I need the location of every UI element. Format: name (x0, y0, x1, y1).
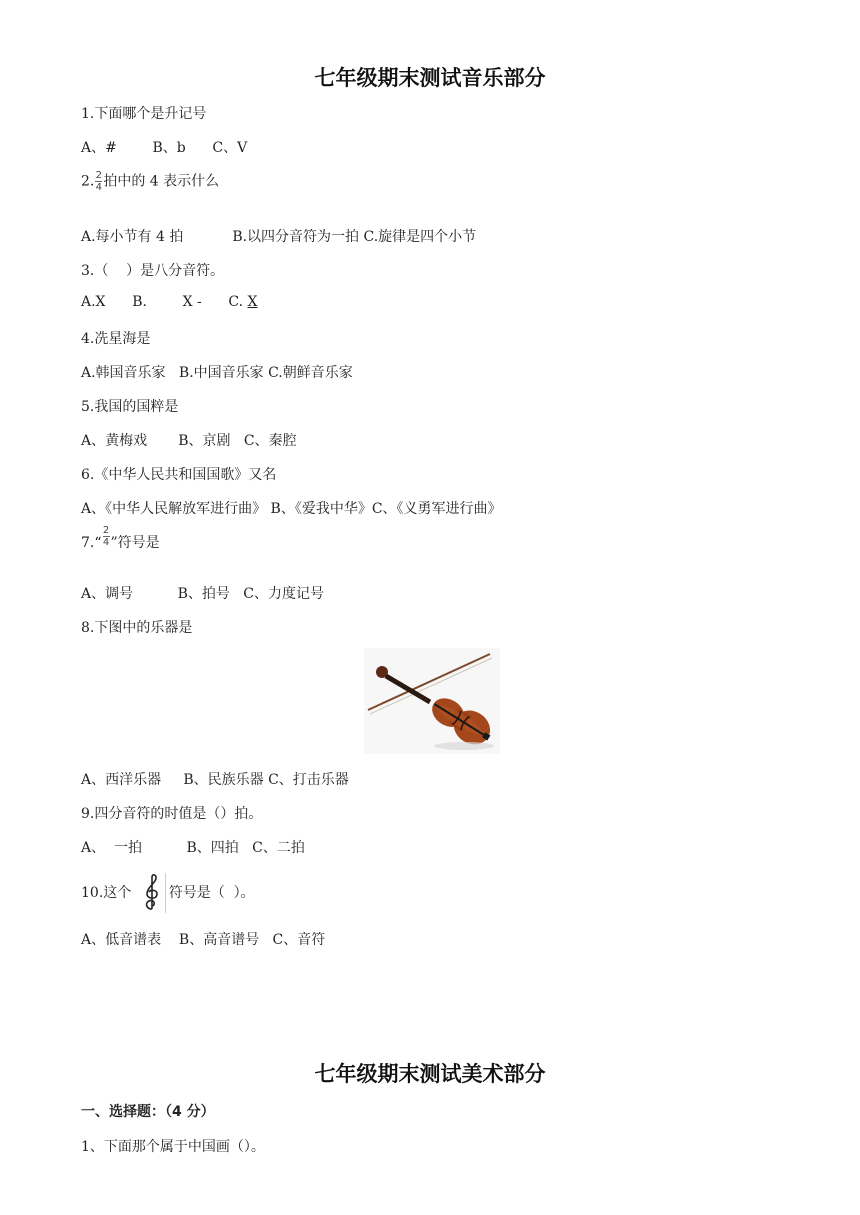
question-2-text: 拍中的 4 表示什么 (103, 173, 220, 190)
question-7: 7.“ $\frac{2}{4}$ ”符号是 (81, 524, 160, 551)
eighth-note-option: X (247, 294, 258, 310)
question-2 (81, 170, 219, 193)
question-2-number: 2. (81, 173, 95, 190)
question-7-options: A、调号 B、拍号 C、力度记号 (81, 586, 324, 602)
art-question-1: 1、下面那个属于中国画（）。 (81, 1139, 265, 1155)
violin-icon (364, 648, 500, 754)
question-6: 6.《中华人民共和国国歌》又名 (81, 467, 277, 483)
music-section-title: 七年级期末测试音乐部分 (314, 66, 546, 90)
question-8-options: A、西洋乐器 B、民族乐器 C、打击乐器 (81, 772, 349, 788)
time-signature-icon: $\frac{2}{4}$ (102, 524, 110, 548)
question-10: 10.这个 符号是（ ）。 (81, 873, 255, 913)
art-section-title: 七年级期末测试美术部分 (314, 1062, 546, 1086)
time-signature-icon: $\frac{2}{4}$ (95, 170, 103, 193)
question-2-options: A.每小节有 4 拍 B.以四分音符为一拍 C.旋律是四个小节 (81, 229, 477, 245)
question-6-options: A、《中华人民解放军进行曲》 B、《爱我中华》C、《义勇军进行曲》 (81, 501, 502, 517)
question-5: 5.我国的国粹是 (81, 399, 179, 415)
art-section-heading: 一、选择题：（4 分） (81, 1104, 215, 1120)
question-1-options: A、# B、b C、V (81, 140, 248, 156)
question-8: 8.下图中的乐器是 (81, 620, 193, 636)
question-9-options: A、 一拍 B、四拍 C、二拍 (81, 840, 305, 856)
question-1: 1.下面哪个是升记号 (81, 106, 207, 122)
question-9: 9.四分音符的时值是（）拍。 (81, 806, 263, 822)
question-10-options: A、低音谱表 B、高音谱号 C、音符 (81, 932, 326, 948)
question-4: 4.冼星海是 (81, 331, 151, 347)
question-3: 3.（ ）是八分音符。 (81, 263, 225, 279)
question-4-options: A.韩国音乐家 B.中国音乐家 C.朝鲜音乐家 (81, 365, 353, 381)
question-5-options: A、黄梅戏 B、京剧 C、秦腔 (81, 433, 297, 449)
treble-clef-icon (139, 873, 166, 913)
question-3-options: A.X B. X - C. X (81, 294, 258, 310)
